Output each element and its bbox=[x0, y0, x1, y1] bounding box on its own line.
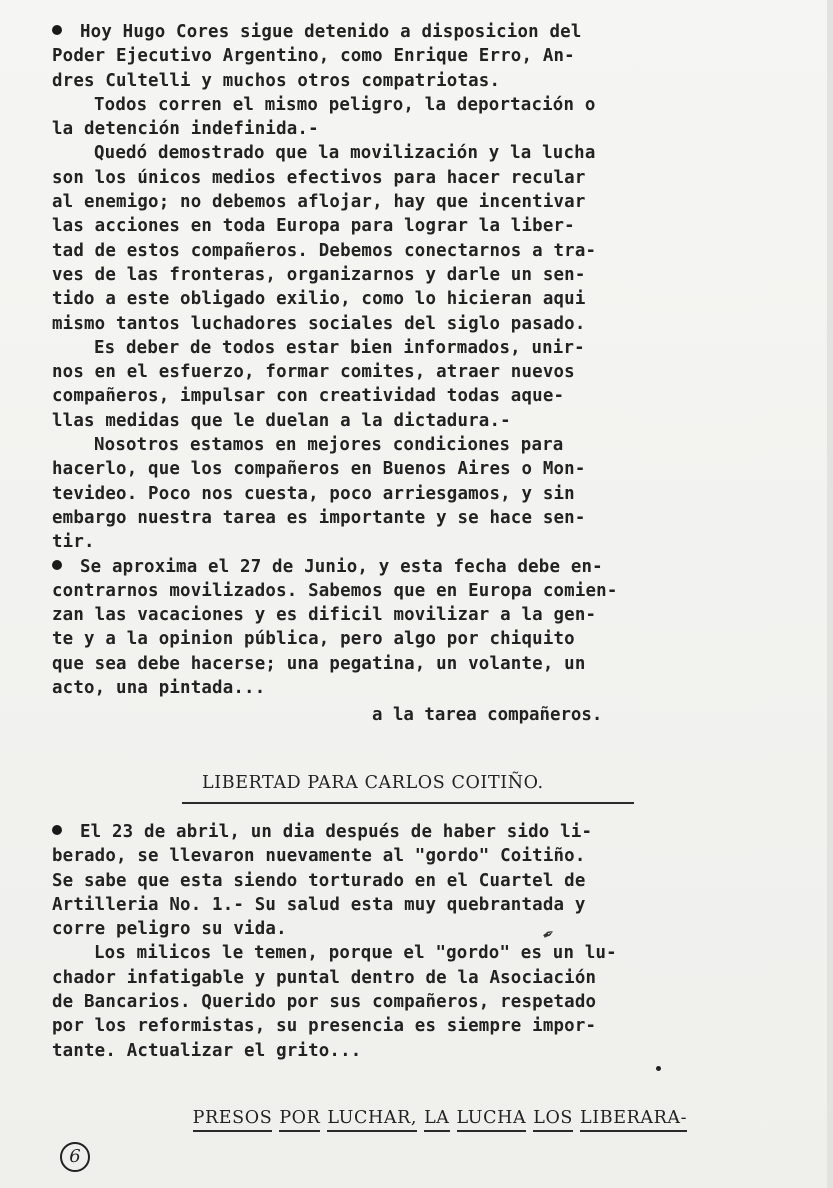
text-line: embargo nuestra tarea es importante y se hace sen- bbox=[52, 507, 586, 528]
text-line: Poder Ejecutivo Argentino, como Enrique Erro, An- bbox=[52, 46, 575, 67]
text-line-content: Se aproxima el 27 de Junio, y esta fecha debe en- bbox=[80, 556, 603, 577]
bullet-icon bbox=[52, 825, 62, 835]
text-line: tir. bbox=[52, 532, 95, 553]
text-line: son los únicos medios efectivos para hacer recular bbox=[52, 167, 586, 188]
text-line: nos en el esfuerzo, formar comites, atraer nuevos bbox=[52, 362, 575, 383]
text-line: por los reformistas, su presencia es siempre impor- bbox=[52, 1016, 597, 1037]
text-line: zan las vacaciones y es dificil movilizar a la gen- bbox=[52, 605, 597, 626]
text-line-content: El 23 de abril, un dia después de haber sido li- bbox=[80, 822, 593, 842]
text-line: chador infatigable y puntal dentro de la Asociación bbox=[52, 967, 597, 988]
slogan-word: LOS bbox=[533, 1108, 573, 1132]
slogan-word: LUCHAR, bbox=[327, 1108, 417, 1132]
text-line: ves de las fronteras, organizarnos y darle un sen- bbox=[52, 264, 586, 285]
text-line: compañeros, impulsar con creatividad todas aque- bbox=[52, 386, 565, 407]
text-line: mismo tantos luchadores sociales del siglo pasado. bbox=[52, 313, 586, 334]
text-line: dres Cultelli y muchos otros compatriotas. bbox=[52, 70, 501, 91]
bullet-icon bbox=[52, 25, 62, 35]
text-line: Los milicos le temen, porque el "gordo" es un lu- bbox=[94, 943, 617, 964]
ink-smudge-icon: ✒ bbox=[537, 921, 558, 946]
text-line: Artilleria No. 1.- Su salud esta muy quebrantada y bbox=[52, 894, 586, 915]
slogan-word: LIBERARA- bbox=[580, 1108, 687, 1132]
text-line: Se sabe que esta siendo torturado en el Cuartel de bbox=[52, 870, 586, 891]
text-line: tevideo. Poco nos cuesta, poco arriesgamos, y sin bbox=[52, 483, 575, 504]
text-line: Quedó demostrado que la movilización y la lucha bbox=[94, 143, 596, 164]
text-line: tido a este obligado exilio, como lo hicieran aqui bbox=[52, 289, 586, 310]
text-line: llas medidas que le duelan a la dictadura.- bbox=[52, 410, 511, 431]
text-line: te y a la opinion pública, pero algo por chiquito bbox=[52, 629, 575, 650]
text-line: la detención indefinida.- bbox=[52, 119, 319, 140]
text-line: acto, una pintada... bbox=[52, 678, 266, 699]
text-line bbox=[52, 20, 782, 44]
text-line: contrarnos movilizados. Sabemos que en Europa comien- bbox=[52, 580, 618, 601]
text-line: las acciones en toda Europa para lograr la liber- bbox=[52, 216, 575, 237]
ink-speck bbox=[656, 1066, 661, 1071]
text-line: corre peligro su vida. bbox=[52, 919, 287, 940]
text-line: berado, se llevaron nuevamente al "gordo" Coitiño. bbox=[52, 846, 586, 867]
body-text-section-2 bbox=[52, 820, 782, 1063]
text-line: Es deber de todos estar bien informados, unir- bbox=[94, 337, 585, 358]
text-line-content: Hoy Hugo Cores sigue detenido a disposicion del bbox=[80, 22, 582, 42]
slogan-word: PRESOS bbox=[193, 1108, 273, 1132]
text-line: Nosotros estamos en mejores condiciones para bbox=[94, 435, 564, 456]
text-line: tante. Actualizar el grito... bbox=[52, 1040, 362, 1061]
text-line: hacerlo, que los compañeros en Buenos Aires o Mon- bbox=[52, 459, 586, 480]
text-line: al enemigo; no debemos aflojar, hay que incentivar bbox=[52, 192, 586, 213]
body-text-section-1 bbox=[52, 20, 782, 700]
section-heading: LIBERTAD PARA CARLOS COITIÑO. bbox=[202, 773, 544, 793]
text-line bbox=[52, 820, 782, 844]
signoff-text: a la tarea compañeros. bbox=[372, 705, 603, 725]
text-line: que sea debe hacerse; una pegatina, un volante, un bbox=[52, 653, 586, 674]
text-line bbox=[52, 555, 782, 579]
slogan-word: POR bbox=[279, 1108, 320, 1132]
closing-slogan bbox=[168, 1088, 694, 1152]
paper-edge bbox=[827, 0, 833, 1188]
text-line: Todos corren el mismo peligro, la deportación o bbox=[94, 94, 596, 115]
slogan-word: LA bbox=[424, 1108, 449, 1132]
slogan-word: LUCHA bbox=[457, 1108, 527, 1132]
bullet-icon bbox=[52, 560, 62, 570]
page-number: 6 bbox=[60, 1142, 90, 1172]
heading-underline bbox=[182, 802, 634, 804]
text-line: tad de estos compañeros. Debemos conectarnos a tra- bbox=[52, 240, 597, 261]
text-line: de Bancarios. Querido por sus compañeros, respetado bbox=[52, 992, 597, 1013]
